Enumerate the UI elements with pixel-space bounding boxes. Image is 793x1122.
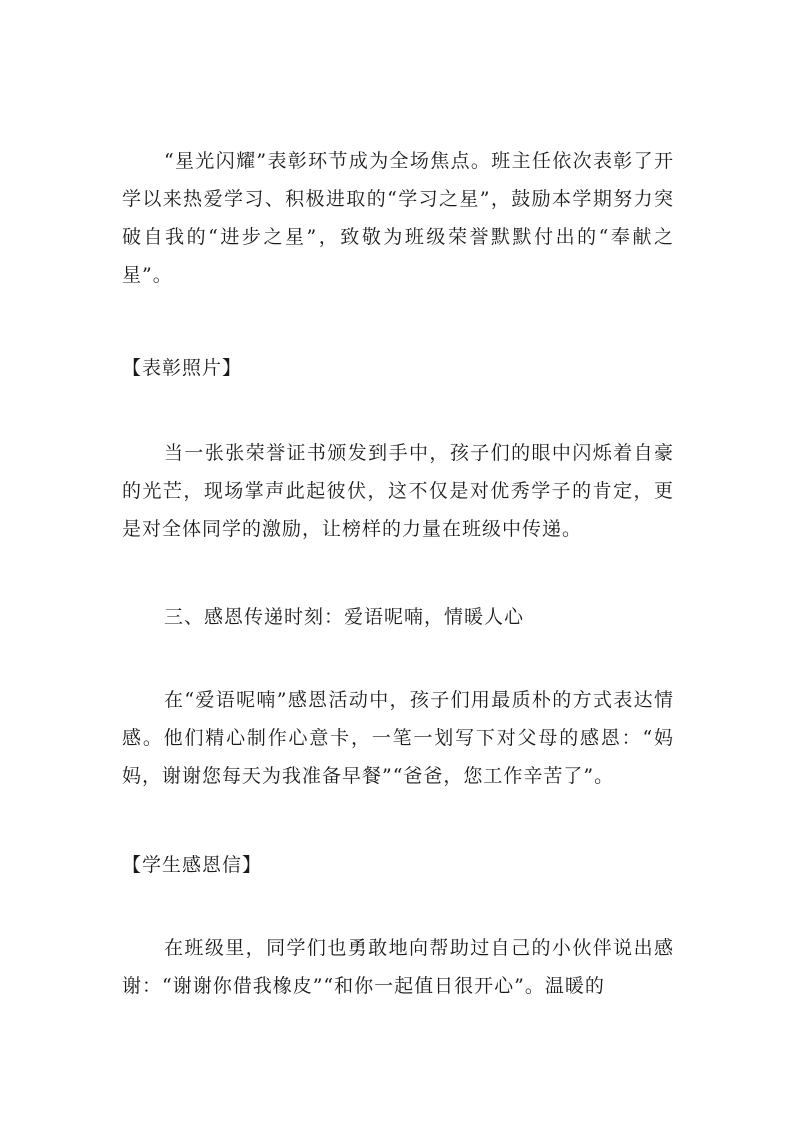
paragraph-star-awards: “星光闪耀”表彰环节成为全场焦点。班主任依次表彰了开学以来热爱学习、积极进取的“学习之星”，鼓励本学期努力突破自我的“进步之星”，致敬为班级荣誉默默付出的“奉献之星”。 xyxy=(122,150,674,286)
photo-caption: 【表彰照片】 xyxy=(122,357,243,379)
paragraph-certificates: 当一张张荣誉证书颁发到手中，孩子们的眼中闪烁着自豪的光芒，现场掌声此起彼伏，这不仅是对优秀学子的肯定，更是对全体同学的激励，让榜样的力量在班级中传递。 xyxy=(122,442,674,540)
paragraph-gratitude-cards: 在“爱语呢喃”感恩活动中，孩子们用最质朴的方式表达情感。他们精心制作心意卡，一笔一划写下对父母的感恩：“妈妈，谢谢您每天为我准备早餐”“爸爸，您工作辛苦了”。 xyxy=(122,689,674,787)
paragraph-classmate-thanks: 在班级里，同学们也勇敢地向帮助过自己的小伙伴说出感谢：“谢谢你借我橡皮”“和你一起值日很开心”。温暖的 xyxy=(122,937,674,997)
section-title-gratitude: 三、感恩传递时刻：爱语呢喃，情暖人心 xyxy=(164,606,525,628)
letter-caption: 【学生感恩信】 xyxy=(122,854,263,876)
